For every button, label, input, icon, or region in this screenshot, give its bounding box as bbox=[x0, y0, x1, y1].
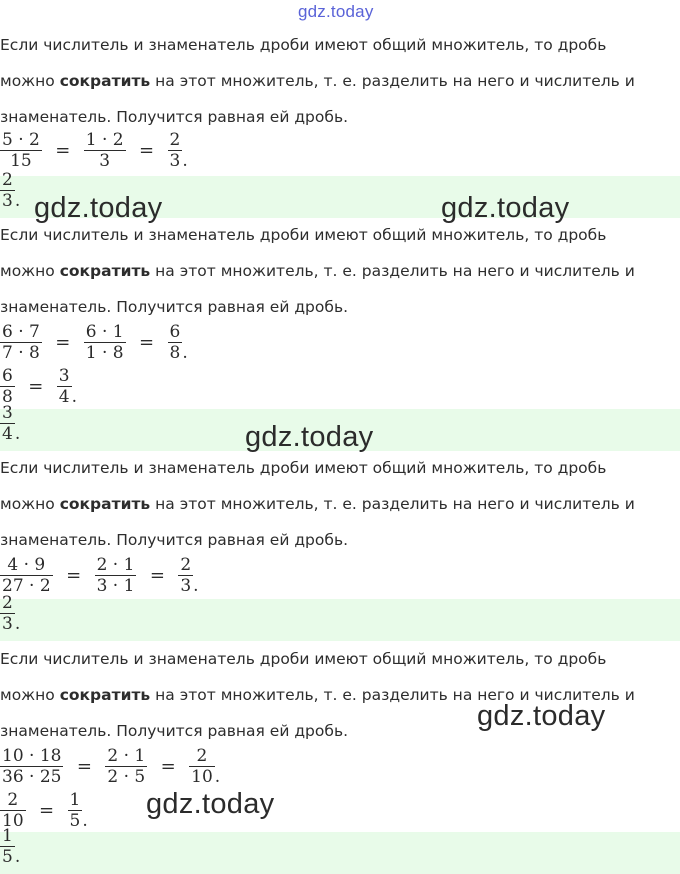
fraction-denominator: 5 bbox=[2, 847, 13, 867]
rule-line-3: знаменатель. Получится равная ей дробь. bbox=[0, 531, 349, 549]
fraction bbox=[95, 555, 137, 596]
rule-line-2: можно сократить на этот множитель, т. е. разделить на него и числитель и bbox=[0, 495, 635, 513]
rule-line-1: Если числитель и знаменатель дроби имеют общий множитель, то дробь bbox=[0, 36, 607, 54]
equals-sign: = bbox=[160, 756, 176, 777]
fraction-denominator: 2 · 5 bbox=[107, 767, 146, 787]
fraction-denominator: 27 · 2 bbox=[2, 576, 51, 596]
fraction bbox=[68, 790, 83, 831]
fraction-denominator: 10 bbox=[191, 767, 213, 787]
rule-line-1: Если числитель и знаменатель дроби имеют общий множитель, то дробь bbox=[0, 226, 607, 244]
period: . bbox=[82, 811, 88, 831]
fraction-denominator: 3 bbox=[2, 614, 13, 634]
rule-line-3: знаменатель. Получится равная ей дробь. bbox=[0, 298, 349, 316]
period: . bbox=[14, 191, 21, 211]
reduction-equation-1 bbox=[0, 130, 188, 174]
fraction bbox=[57, 366, 72, 407]
fraction bbox=[105, 746, 147, 787]
fraction-numerator: 2 bbox=[2, 170, 13, 190]
fraction-numerator: 6 · 1 bbox=[85, 322, 124, 342]
period: . bbox=[182, 343, 188, 363]
watermark: gdz.today bbox=[245, 421, 374, 453]
rule-line-1: Если числитель и знаменатель дроби имеют общий множитель, то дробь bbox=[0, 459, 607, 477]
equals-sign: = bbox=[55, 332, 71, 353]
period: . bbox=[193, 576, 199, 596]
watermark: gdz.today bbox=[441, 192, 570, 224]
fraction-numerator: 2 · 1 bbox=[107, 746, 146, 766]
site-logo-text[interactable]: gdz.today bbox=[298, 2, 374, 21]
fraction-denominator: 1 · 8 bbox=[85, 343, 124, 363]
answer-box-3 bbox=[0, 593, 680, 641]
rule-line-3: знаменатель. Получится равная ей дробь. bbox=[0, 108, 349, 126]
fraction-numerator: 10 · 18 bbox=[2, 746, 62, 766]
fraction bbox=[0, 403, 15, 444]
fraction bbox=[0, 366, 15, 407]
reduction-equation-3 bbox=[0, 555, 199, 599]
period: . bbox=[14, 424, 21, 444]
fraction-numerator: 6 · 7 bbox=[2, 322, 40, 342]
fraction-numerator: 2 bbox=[169, 130, 181, 150]
fraction bbox=[0, 322, 42, 363]
equals-sign: = bbox=[28, 376, 44, 397]
period: . bbox=[14, 614, 21, 634]
fraction bbox=[0, 746, 63, 787]
fraction-denominator: 36 · 25 bbox=[2, 767, 62, 787]
answer-fraction-2 bbox=[0, 403, 20, 444]
fraction-denominator: 3 bbox=[99, 151, 111, 171]
fraction-numerator: 6 bbox=[169, 322, 181, 342]
fraction bbox=[0, 170, 15, 211]
watermark: gdz.today bbox=[146, 788, 275, 820]
fraction-numerator: 5 · 2 bbox=[2, 130, 40, 150]
fraction bbox=[0, 593, 15, 634]
fraction-denominator: 3 bbox=[169, 151, 181, 171]
fraction bbox=[189, 746, 215, 787]
fraction-numerator: 1 bbox=[69, 790, 81, 810]
fraction-denominator: 3 · 1 bbox=[96, 576, 135, 596]
period: . bbox=[14, 847, 21, 867]
fraction-numerator: 1 · 2 bbox=[85, 130, 124, 150]
fraction-denominator: 7 · 8 bbox=[2, 343, 40, 363]
fraction bbox=[84, 130, 126, 171]
fraction-numerator: 2 bbox=[196, 746, 208, 766]
fraction-denominator: 5 bbox=[69, 811, 81, 831]
fraction bbox=[0, 555, 53, 596]
equals-sign: = bbox=[66, 565, 82, 586]
period: . bbox=[71, 387, 77, 407]
fraction-denominator: 15 bbox=[10, 151, 32, 171]
watermark: gdz.today bbox=[34, 192, 163, 224]
equals-sign: = bbox=[139, 332, 155, 353]
fraction-denominator: 4 bbox=[58, 387, 70, 407]
rule-line-2: можно сократить на этот множитель, т. е. разделить на него и числитель и bbox=[0, 262, 635, 280]
rule-text-2 bbox=[0, 217, 680, 325]
rule-line-2: можно сократить на этот множитель, т. е. разделить на него и числитель и bbox=[0, 686, 635, 704]
fraction-numerator: 2 bbox=[7, 790, 19, 810]
equals-sign: = bbox=[55, 140, 71, 161]
fraction bbox=[168, 130, 183, 171]
period: . bbox=[214, 767, 221, 787]
equals-sign: = bbox=[76, 756, 92, 777]
rule-line-1: Если числитель и знаменатель дроби имеют общий множитель, то дробь bbox=[0, 650, 607, 668]
fraction-denominator: 8 bbox=[2, 387, 13, 407]
fraction-numerator: 1 bbox=[2, 826, 13, 846]
period: . bbox=[182, 151, 188, 171]
fraction bbox=[178, 555, 193, 596]
answer-box-4 bbox=[0, 826, 680, 874]
rule-line-3: знаменатель. Получится равная ей дробь. bbox=[0, 722, 349, 740]
rule-text-3 bbox=[0, 450, 680, 558]
fraction bbox=[0, 826, 15, 867]
fraction-denominator: 10 bbox=[2, 811, 24, 831]
fraction bbox=[0, 790, 26, 831]
answer-fraction-3 bbox=[0, 593, 20, 634]
fraction-numerator: 2 · 1 bbox=[96, 555, 135, 575]
fraction-denominator: 3 bbox=[2, 191, 13, 211]
fraction-numerator: 2 bbox=[2, 593, 13, 613]
answer-fraction-4 bbox=[0, 826, 20, 867]
fraction-numerator: 4 · 9 bbox=[7, 555, 46, 575]
fraction-numerator: 3 bbox=[58, 366, 70, 386]
fraction-numerator: 6 bbox=[2, 366, 13, 386]
watermark: gdz.today bbox=[477, 700, 606, 732]
rule-line-2: можно сократить на этот множитель, т. е. разделить на него и числитель и bbox=[0, 72, 635, 90]
answer-fraction-1 bbox=[0, 170, 20, 211]
rule-text-1 bbox=[0, 27, 680, 135]
fraction bbox=[168, 322, 183, 363]
fraction-numerator: 2 bbox=[180, 555, 192, 575]
equals-sign: = bbox=[39, 800, 55, 821]
fraction-denominator: 4 bbox=[2, 424, 13, 444]
fraction-denominator: 3 bbox=[180, 576, 192, 596]
fraction-denominator: 8 bbox=[169, 343, 181, 363]
fraction bbox=[0, 130, 42, 171]
reduction-equation-4 bbox=[0, 746, 220, 790]
fraction-numerator: 3 bbox=[2, 403, 13, 423]
fraction bbox=[84, 322, 126, 363]
equals-sign: = bbox=[139, 140, 155, 161]
equals-sign: = bbox=[149, 565, 165, 586]
reduction-equation-2 bbox=[0, 322, 188, 366]
